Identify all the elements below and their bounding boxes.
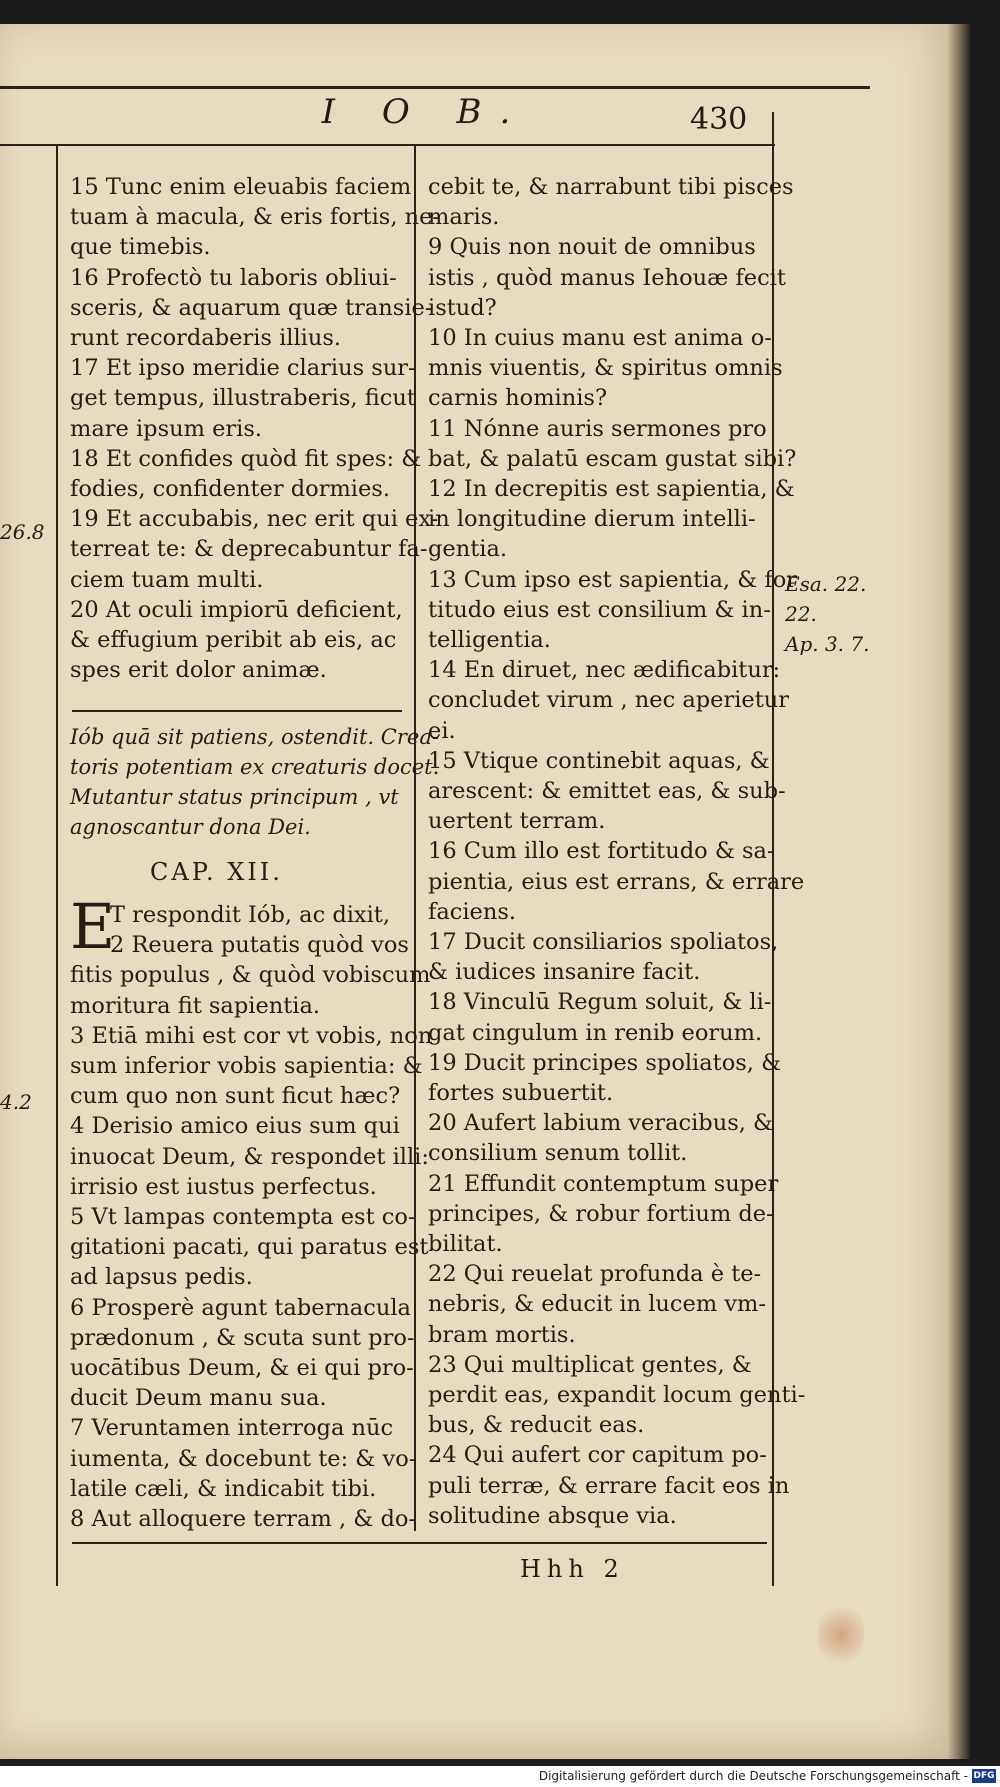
verse-line: T respondit Iób, ac dixit, xyxy=(110,902,390,928)
verse-line: maris. xyxy=(428,204,500,231)
verse-line: 9 Quis non nouit de omnibus xyxy=(428,234,756,261)
verse-line: 20 Aufert labium veracibus, & xyxy=(428,1110,774,1137)
chapter-heading: CAP. XII. xyxy=(150,858,283,886)
verse-line: 16 Cum illo est fortitudo & sa- xyxy=(428,838,775,865)
verse-line: bram mortis. xyxy=(428,1321,576,1348)
verse-line: inuocat Deum, & respondet illi: xyxy=(70,1143,429,1170)
verse-line: istis , quòd manus Iehouæ fecit xyxy=(428,264,786,291)
verse-line: 7 Veruntamen interroga nūc xyxy=(70,1415,394,1442)
verse-line: in longitudine dierum intelli- xyxy=(428,506,756,533)
summary-line: agnoscantur dona Dei. xyxy=(70,815,311,839)
verse-line: solitudine absque via. xyxy=(428,1502,677,1529)
verse-line: mare ipsum eris. xyxy=(70,415,263,442)
verse-line: terreat te: & deprecabuntur fa- xyxy=(70,536,428,563)
verse-line: ducit Deum manu sua. xyxy=(70,1385,327,1412)
verse-line: 15 Vtique continebit aquas, & xyxy=(428,747,770,774)
verse-line: bat, & palatū escam gustat sibi? xyxy=(428,445,797,472)
verse-line: iumenta, & docebunt te: & vo- xyxy=(70,1445,417,1472)
verse-line: mnis viuentis, & spiritus omnis xyxy=(428,355,783,382)
verse-line: cum quo non sunt ficut hæc? xyxy=(70,1083,401,1110)
verse-line: latile cæli, & indicabit tibi. xyxy=(70,1475,377,1502)
verse-line: faciens. xyxy=(428,898,517,925)
summary-line: toris potentiam ex creaturis docet. xyxy=(70,755,440,779)
drop-capital: E xyxy=(70,890,116,963)
verse-line: 24 Qui aufert cor capitum po- xyxy=(428,1442,767,1469)
verse-line: sceris, & aquarum quæ transie- xyxy=(70,294,433,321)
verse-line: spes erit dolor animæ. xyxy=(70,657,327,684)
verse-line: 23 Qui multiplicat gentes, & xyxy=(428,1351,752,1378)
verse-line: get tempus, illustraberis, ficut xyxy=(70,385,416,412)
header-rule xyxy=(0,86,870,89)
verse-line: 2 Reuera putatis quòd vos xyxy=(110,932,409,959)
verse-line: uocātibus Deum, & ei qui pro- xyxy=(70,1355,414,1381)
verse-line: ciem tuam multi. xyxy=(70,566,264,593)
verse-line: 5 Vt lampas contempta est co- xyxy=(70,1204,416,1230)
verse-line: 21 Effundit contemptum super xyxy=(428,1170,779,1197)
verse-line: uertent terram. xyxy=(428,808,606,835)
verse-line: ad lapsus pedis. xyxy=(70,1264,253,1291)
footer-rule xyxy=(72,1542,767,1544)
verse-line: puli terræ, & errare facit eos in xyxy=(428,1472,790,1499)
verse-line: carnis hominis? xyxy=(428,385,608,412)
verse-line: 18 Et confides quòd fit spes: & xyxy=(70,445,422,472)
margin-note-right-2: 22. xyxy=(785,602,817,626)
verse-line: & iudices insanire facit. xyxy=(428,959,701,986)
running-head-title: I O B. xyxy=(321,92,529,132)
verse-line: fortes subuertit. xyxy=(428,1080,614,1106)
verse-line: irrisio est iustus perfectus. xyxy=(70,1173,377,1200)
verse-line: istud? xyxy=(428,294,497,321)
verse-line: 8 Aut alloquere terram , & do- xyxy=(70,1506,416,1532)
verse-line: gitationi pacati, qui paratus est xyxy=(70,1234,429,1261)
left-frame-rule xyxy=(56,146,58,1586)
verse-line: concludet virum , nec aperietur xyxy=(428,687,790,714)
header-underline xyxy=(0,144,775,146)
verse-line: principes, & robur fortium de- xyxy=(428,1200,774,1227)
signature-mark: Hhh 2 xyxy=(520,1555,625,1583)
verse-line: consilium senum tollit. xyxy=(428,1140,688,1167)
verse-line: moritura fit sapientia. xyxy=(70,992,321,1019)
margin-note-left-1: 26.8 xyxy=(0,520,45,544)
verse-line: 15 Tunc enim eleuabis faciem xyxy=(70,174,412,200)
verse-line: 12 In decrepitis est sapientia, & xyxy=(428,476,795,502)
verse-line: & effugium peribit ab eis, ac xyxy=(70,627,397,653)
verse-line: que timebis. xyxy=(70,234,211,261)
verse-line: titudo eius est consilium & in- xyxy=(428,596,771,623)
verse-line: perdit eas, expandit locum genti- xyxy=(428,1382,806,1408)
paper-stain xyxy=(818,1600,864,1670)
verse-line: 11 Nónne auris sermones pro xyxy=(428,415,767,442)
verse-line: bus, & reducit eas. xyxy=(428,1412,645,1439)
verse-line: fitis populus , & quòd vobiscum xyxy=(70,962,431,989)
credit-text: Digitalisierung gefördert durch die Deutsche Forschungsgemeinschaft - xyxy=(538,1769,968,1783)
margin-note-right-1: Esa. 22. xyxy=(785,572,867,596)
verse-line: bilitat. xyxy=(428,1231,503,1257)
verse-line: gentia. xyxy=(428,536,508,563)
verse-line: 16 Profectò tu laboris obliui- xyxy=(70,264,397,291)
verse-line: 10 In cuius manu est anima o- xyxy=(428,325,772,351)
margin-note-right-3: Ap. 3. 7. xyxy=(785,632,870,656)
verse-line: 14 En diruet, nec ædificabitur: xyxy=(428,657,781,684)
page-number: 430 xyxy=(690,102,748,137)
verse-line: tuam à macula, & eris fortis, ne- xyxy=(70,204,441,231)
verse-line: 13 Cum ipso est sapientia, & for xyxy=(428,566,798,593)
verse-line: prædonum , & scuta sunt pro- xyxy=(70,1324,415,1351)
dfg-logo: DFG xyxy=(973,1771,995,1781)
digitization-credit-bar xyxy=(0,1766,1000,1787)
summary-line: Mutantur status principum , vt xyxy=(70,785,399,809)
verse-line: 18 Vinculū Regum soluit, & li- xyxy=(428,989,772,1016)
verse-line: 17 Et ipso meridie clarius sur- xyxy=(70,355,416,382)
margin-note-left-2: 4.2 xyxy=(0,1090,32,1114)
verse-line: fodies, confidenter dormies. xyxy=(70,476,391,502)
verse-line: 17 Ducit consiliarios spoliatos, xyxy=(428,929,779,955)
verse-line: nebris, & educit in lucem vm- xyxy=(428,1291,766,1318)
verse-line: 19 Et accubabis, nec erit qui ex- xyxy=(70,506,439,533)
verse-line: arescent: & emittet eas, & sub- xyxy=(428,778,786,804)
page-edge-shadow xyxy=(948,24,970,1759)
verse-line: ei. xyxy=(428,717,456,744)
verse-line: 20 At oculi impiorū deficient, xyxy=(70,596,403,623)
verse-line: pientia, eius est errans, & errare xyxy=(428,868,805,895)
verse-line: 22 Qui reuelat profunda è te- xyxy=(428,1261,762,1288)
summary-line: Iób quā sit patiens, ostendit. Crea- xyxy=(70,725,439,749)
verse-line: gat cingulum in renib eorum. xyxy=(428,1019,763,1046)
verse-line: runt recordaberis illius. xyxy=(70,325,342,351)
section-rule xyxy=(72,710,402,712)
verse-line: cebit te, & narrabunt tibi pisces xyxy=(428,174,794,200)
verse-line: 4 Derisio amico eius sum qui xyxy=(70,1113,400,1140)
verse-line: 3 Etiā mihi est cor vt vobis, non xyxy=(70,1022,433,1049)
verse-line: sum inferior vobis sapientia: & xyxy=(70,1053,423,1079)
verse-line: 19 Ducit principes spoliatos, & xyxy=(428,1049,782,1076)
chapter-summary xyxy=(70,722,440,842)
verse-line: telligentia. xyxy=(428,627,551,653)
verse-line: 6 Prosperè agunt tabernacula xyxy=(70,1294,411,1321)
